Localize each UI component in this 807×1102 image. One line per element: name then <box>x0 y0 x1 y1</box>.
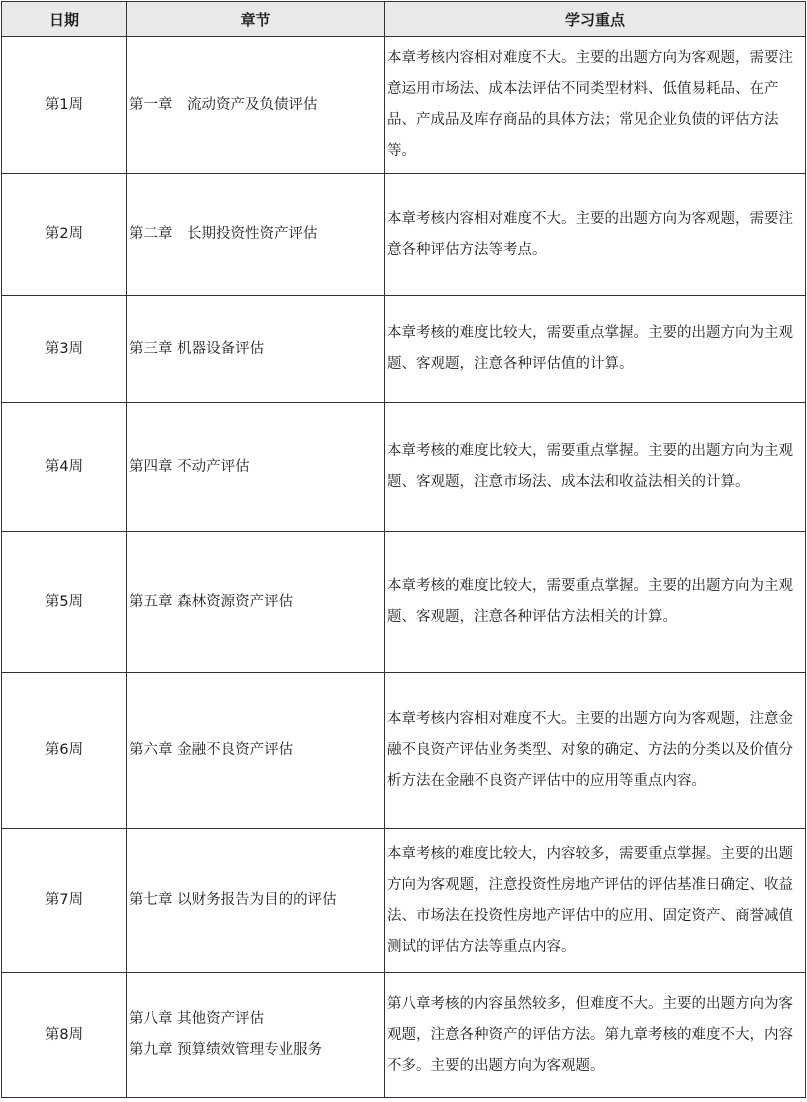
chapter-cell <box>127 37 385 174</box>
week-cell: 第8周 <box>2 973 127 1098</box>
header-chapter: 章节 <box>127 2 385 37</box>
chapter-cell <box>127 973 385 1098</box>
chapter-cell <box>127 829 385 973</box>
focus-cell: 本章考核的难度比较大，需要重点掌握。主要的出题方向为主观题、客观题，注意各种评估值的计算。 <box>385 296 806 403</box>
chapter-title: 第六章 金融不良资产评估 <box>129 742 294 758</box>
chapter-title: 第四章 不动产评估 <box>129 458 250 475</box>
chapter-title: 第七章 以财务报告为目的的评估 <box>129 892 337 908</box>
week-cell: 第7周 <box>2 829 127 973</box>
table-row <box>2 296 806 403</box>
focus-cell: 本章考核的难度比较大，内容较多，需要重点掌握。主要的出题方向为客观题，注意投资性房地产评估的评估基准日确定、收益法、市场法在投资性房地产评估中的应用、固定资产、商誉减值测试的评估方法等重点内容。 <box>385 829 806 973</box>
week-cell: 第1周 <box>2 37 127 174</box>
week-cell: 第2周 <box>2 174 127 296</box>
table-row <box>2 673 806 829</box>
table-row <box>2 532 806 673</box>
chapter-title: 第三章 机器设备评估 <box>129 340 265 357</box>
chapter-cell <box>127 296 385 403</box>
table-row <box>2 829 806 973</box>
focus-cell: 本章考核内容相对难度不大。主要的出题方向为客观题，需要注意各种评估方法等考点。 <box>385 174 806 296</box>
table-row <box>2 973 806 1098</box>
week-cell: 第5周 <box>2 532 127 673</box>
chapter-cell <box>127 174 385 296</box>
week-cell: 第6周 <box>2 673 127 829</box>
focus-cell: 本章考核内容相对难度不大。主要的出题方向为客观题，注意金融不良资产评估业务类型、对象的确定、方法的分类以及价值分析方法在金融不良资产评估中的应用等重点内容。 <box>385 673 806 829</box>
header-date: 日期 <box>2 2 127 37</box>
table-row <box>2 403 806 532</box>
focus-cell: 第八章考核的内容虽然较多，但难度不大。主要的出题方向为客观题，注意各种资产的评估方法。第九章考核的难度不大，内容不多。主要的出题方向为客观题。 <box>385 973 806 1098</box>
table-row <box>2 37 806 174</box>
week-cell: 第3周 <box>2 296 127 403</box>
chapter-title: 第二章 长期投资性资产评估 <box>129 226 318 242</box>
chapter-title: 第五章 森林资源资产评估 <box>129 593 294 610</box>
chapter-title: 第八章 其他资产评估 <box>129 1011 265 1027</box>
chapter-cell <box>127 532 385 673</box>
chapter-title: 第一章 流动资产及负债评估 <box>129 96 318 113</box>
chapter-cell <box>127 673 385 829</box>
week-cell: 第4周 <box>2 403 127 532</box>
header-focus: 学习重点 <box>385 2 806 37</box>
focus-cell: 本章考核的难度比较大，需要重点掌握。主要的出题方向为主观题、客观题，注意各种评估方法相关的计算。 <box>385 532 806 673</box>
chapter-title: 第九章 预算绩效管理专业服务 <box>129 1042 323 1058</box>
header-row <box>2 2 806 37</box>
focus-cell: 本章考核内容相对难度不大。主要的出题方向为客观题，需要注意运用市场法、成本法评估不同类型材料、低值易耗品、在产品、产成品及库存商品的具体方法；常见企业负债的评估方法等。 <box>385 37 806 174</box>
chapter-cell <box>127 403 385 532</box>
study-plan-table <box>1 1 806 1098</box>
table-row <box>2 174 806 296</box>
focus-cell: 本章考核的难度比较大，需要重点掌握。主要的出题方向为主观题、客观题，注意市场法、成本法和收益法相关的计算。 <box>385 403 806 532</box>
